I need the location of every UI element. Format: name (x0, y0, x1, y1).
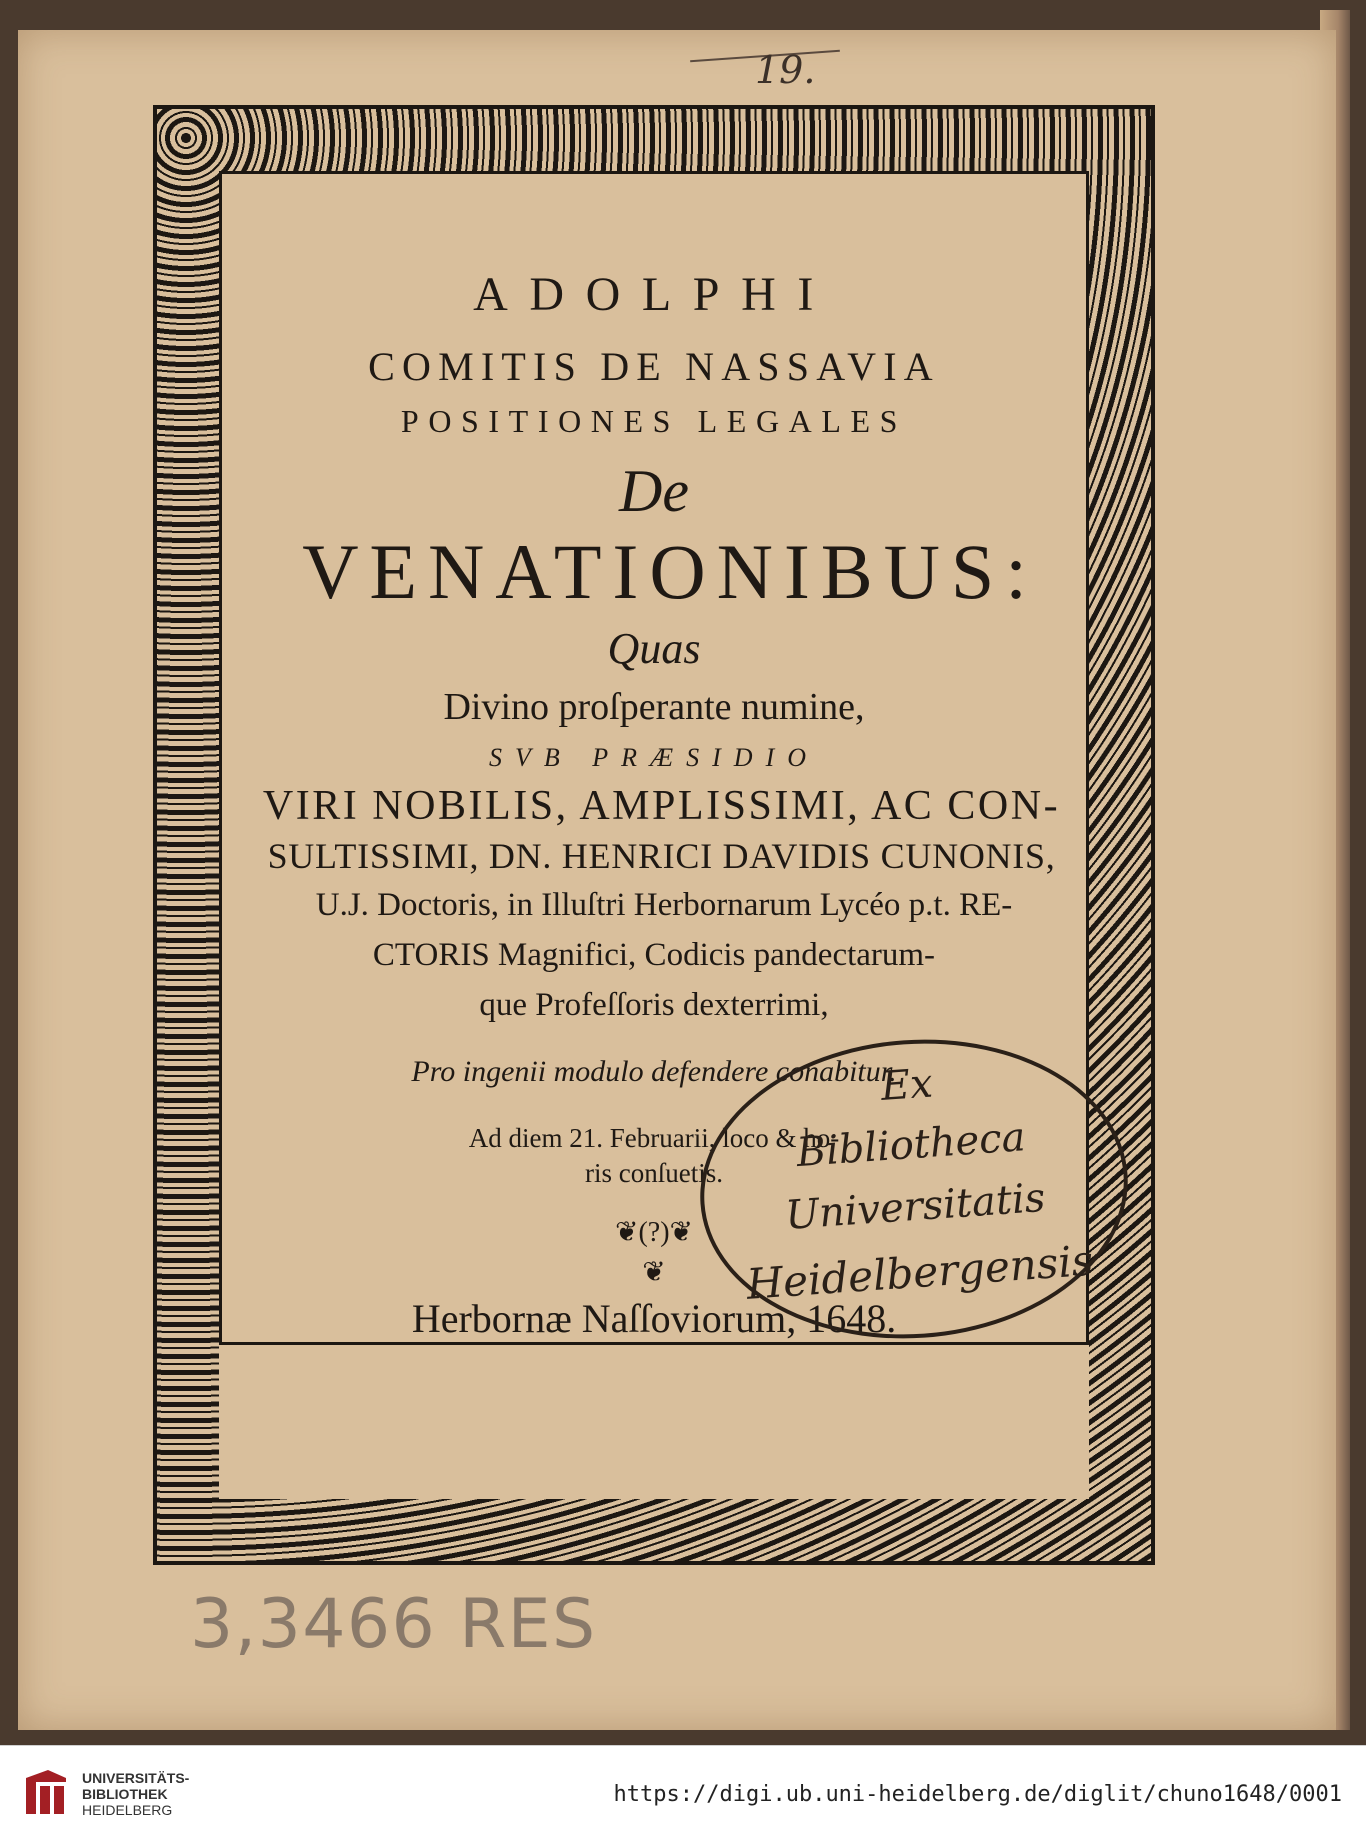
title-relative: Quas (607, 624, 701, 673)
permalink-url[interactable]: https://digi.ub.uni-heidelberg.de/diglit/chuno1648/0001 (613, 1782, 1342, 1807)
author-title: COMITIS DE NASSAVIA (368, 344, 940, 389)
library-name[interactable] (82, 1770, 189, 1818)
library-name-line-3: HEIDELBERG (82, 1802, 173, 1818)
praeses-line-3: U.J. Doctoris, in Illuſtri Herbornarum Lycéo p.t. RE- (315, 887, 1013, 923)
invocation-line: Divino proſperante numine, (443, 686, 865, 728)
defense-line: Pro ingenii modulo defendere conabitur. (411, 1055, 897, 1088)
title-preposition: De (619, 458, 689, 524)
praeses-line-1: VIRI NOBILIS, AMPLISSIMI, AC CON- (262, 783, 1061, 829)
imprint-line: Herbornæ Naſſoviorum, 1648. (411, 1296, 897, 1341)
stamp-line-3: Universitatis (783, 1174, 1047, 1239)
date-line-1: Ad diem 21. Februarii, loco & ho- (468, 1123, 840, 1153)
folio-number: 19. (755, 48, 816, 92)
date-line-2: ris conſuetis. (585, 1158, 723, 1188)
shelfmark: 3,3466 RES (190, 1585, 597, 1664)
main-title: VENATIONIBUS: (302, 528, 1038, 615)
stamp-line-1: Ex (879, 1060, 935, 1111)
author-name: ADOLPHI (473, 268, 835, 321)
printer-ornament-2: ❦ (642, 1257, 666, 1288)
stamp-line-4: Heidelbergensis (744, 1235, 1095, 1309)
viewer-footer (0, 1745, 1366, 1843)
work-type: POSITIONES LEGALES (400, 403, 908, 439)
printer-ornament-1: ❦(?)❦ (615, 1217, 693, 1248)
praeses-line-5: que Profeſſoris dexterrimi, (479, 987, 829, 1023)
praeses-line-4: CTORIS Magnifici, Codicis pandectarum- (372, 937, 936, 973)
stamp-line-2: Bibliotheca (794, 1114, 1027, 1177)
praesidio-line: SVB PRÆSIDIO (488, 743, 819, 772)
library-name-line-2: BIBLIOTHEK (82, 1786, 168, 1802)
library-logo-icon[interactable] (20, 1768, 72, 1820)
praeses-line-2: SULTISSIMI, DN. HENRICI DAVIDIS CUNONIS, (267, 836, 1056, 876)
library-name-line-1: UNIVERSITÄTS- (82, 1770, 190, 1786)
